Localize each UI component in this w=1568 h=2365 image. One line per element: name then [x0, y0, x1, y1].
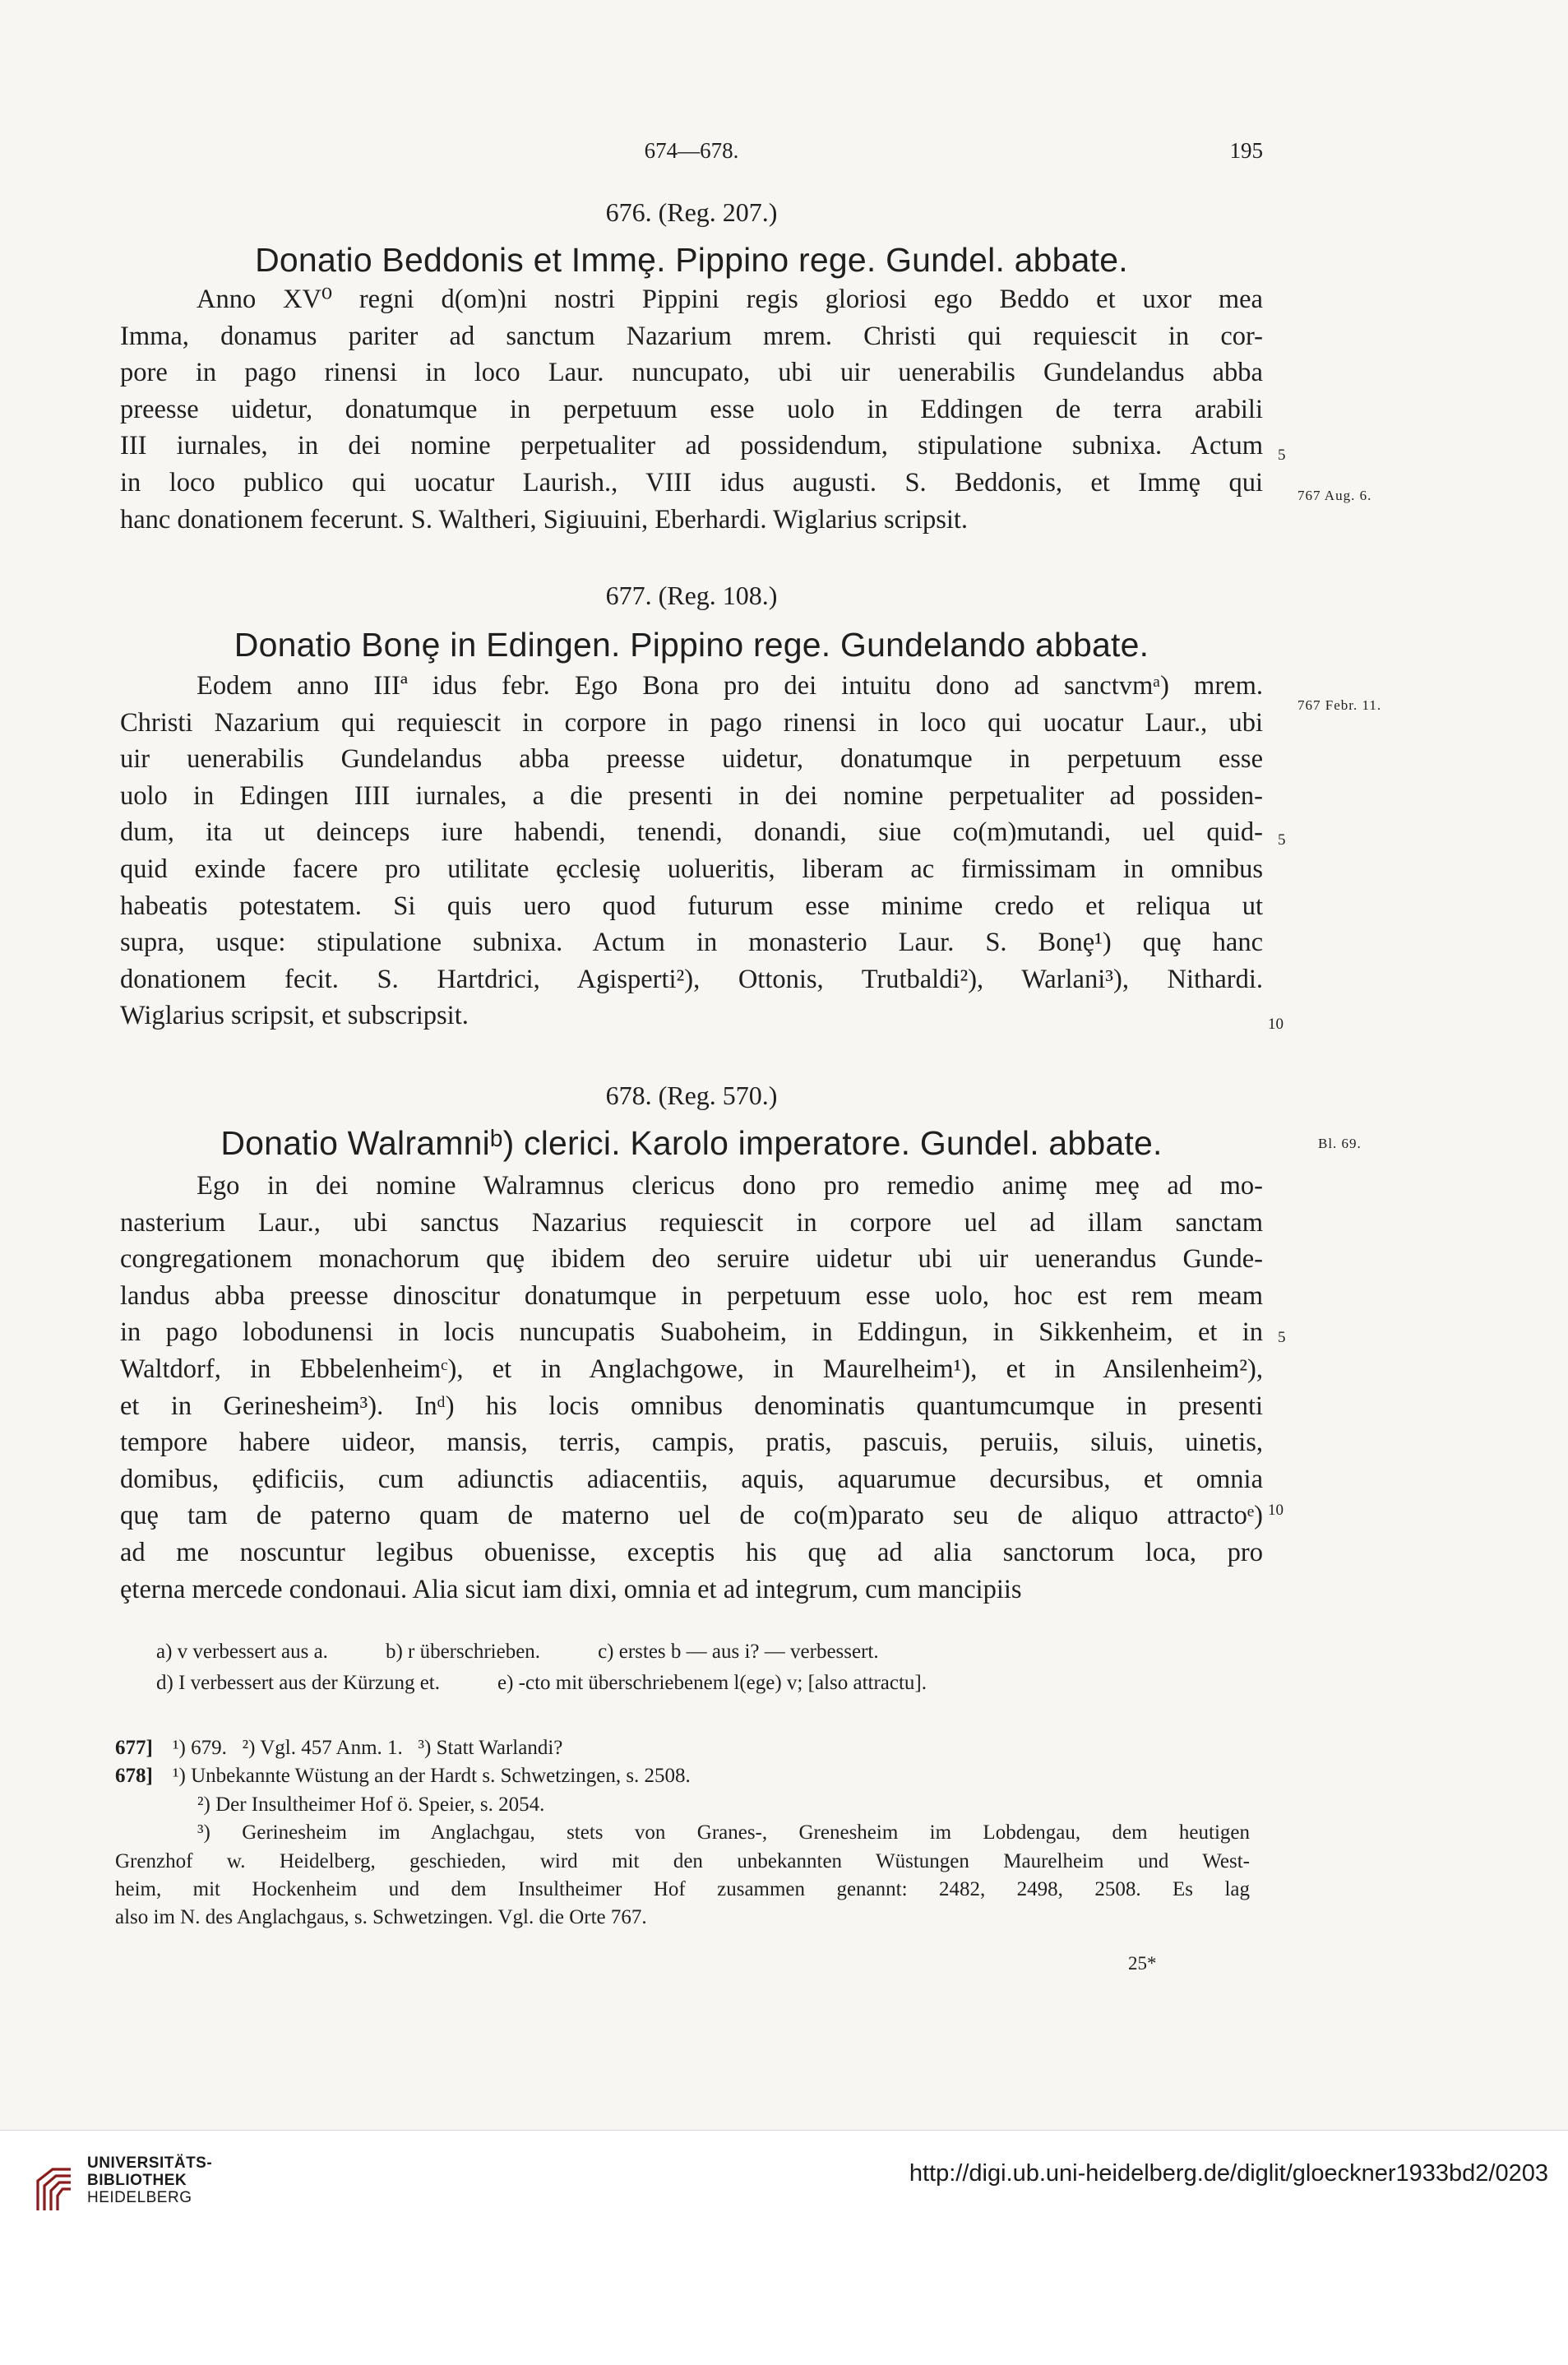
commentary [115, 1734, 1250, 1932]
text-line: tempore habere uideor, mansis, terris, campis, pratis, pascuis, peruiis, siluis, uinetis, [120, 1428, 1263, 1458]
text-line: domibus, ȩdificiis, cum adiunctis adiacentiis, aquis, aquarumue decursibus, et omnia [120, 1464, 1263, 1494]
text-line: landus abba preesse dinoscitur donatumque in perpetuum esse uolo, hoc est rem meam [120, 1280, 1263, 1311]
commentary-ref: 678] [115, 1765, 153, 1788]
text-line: Wiglarius scripsit, et subscripsit. [120, 1001, 469, 1031]
running-head [120, 138, 1263, 171]
entry-text [120, 1168, 1263, 1608]
text-line: hanc donationem fecerunt. S. Waltheri, Sigiuuini, Eberhardi. Wiglarius scripsit. [120, 504, 969, 535]
library-name-line: HEIDELBERG [87, 2189, 192, 2206]
margin-line-number: 10 [1268, 1016, 1284, 1033]
commentary-line: also im N. des Anglachgaus, s. Schwetzingen. Vgl. die Orte 767. [115, 1906, 647, 1929]
text-line: et in Gerinesheim³). Inᵈ) his locis omnibus denominatis quantumcumque in presenti [120, 1391, 1263, 1421]
critical-apparatus [156, 1636, 1266, 1699]
text-line: III iurnales, in dei nomine perpetualiter ad possidendum, stipulatione subnixa. Actum [120, 431, 1263, 461]
apparatus-row [156, 1636, 1266, 1668]
signature-mark: 25* [1128, 1953, 1157, 1974]
text-line: uir uenerabilis Gundelandus abba preesse uidetur, donatumque in perpetuum esse [120, 744, 1263, 775]
entry-677 [120, 579, 1263, 1034]
text-line: preesse uidetur, donatumque in perpetuum esse uolo in Eddingen de terra arabili [120, 394, 1263, 424]
text-line: Ego in dei nomine Walramnus clericus dono pro remedio animȩ meȩ ad mo- [197, 1171, 1263, 1201]
entry-text [120, 668, 1263, 1034]
commentary-text: ¹) Unbekannte Wüstung an der Hardt s. Schwetzingen, s. 2508. [173, 1765, 691, 1788]
apparatus-note: b) r überschrieben. [385, 1641, 541, 1663]
entry-number: 678. (Reg. 570.) [605, 1081, 778, 1110]
text-line: Anno XV⁰ regni d(om)ni nostri Pippini regis gloriosi ego Beddo et uxor mea [197, 285, 1263, 314]
commentary-ref: 677] [115, 1737, 153, 1759]
commentary-line: Grenzhof w. Heidelberg, geschieden, wird mit den unbekannten Wüstungen Maurelheim und West- [115, 1849, 1250, 1872]
text-line: ad me noscuntur legibus obuenisse, exceptis his quȩ ad alia sanctorum loca, pro [120, 1537, 1263, 1567]
text-line: donationem fecit. S. Hartdrici, Agisperti²), Ottonis, Trutbaldi²), Warlani³), Nithardi. [120, 964, 1263, 994]
source-url[interactable]: http://digi.ub.uni-heidelberg.de/diglit/gloeckner1933bd2/0203 [909, 2160, 1548, 2187]
text-line: habeatis potestatem. Si quis uero quod futurum esse minime credo et reliqua ut [120, 891, 1263, 921]
apparatus-note: c) erstes b — aus i? — verbessert. [598, 1641, 879, 1663]
margin-ref: Bl. 69. [1318, 1136, 1362, 1151]
commentary-text: ¹) 679. ²) Vgl. 457 Anm. 1. ³) Statt Warlandi? [173, 1737, 563, 1759]
text-line: quid exinde facere pro utilitate ȩcclesiȩ uolueritis, liberam ac firmissimam in omnibus [120, 854, 1263, 884]
commentary-line [115, 1762, 1250, 1790]
text-line: dum, ita ut deinceps iure habendi, tenendi, donandi, siue co(m)mutandi, uel quid- [120, 817, 1263, 848]
entry-number: 676. (Reg. 207.) [605, 197, 778, 227]
entry-number: 677. (Reg. 108.) [605, 581, 778, 610]
text-line: Eodem anno IIIª idus febr. Ego Bona pro dei intuitu dono ad sanctvmᵃ) mrem. [197, 671, 1263, 701]
margin-date: 767 Febr. 11. [1297, 697, 1382, 713]
text-line: quȩ tam de paterno quam de materno uel de co(m)parato seu de aliquo attractoᵉ) [120, 1501, 1263, 1531]
entry-title: Donatio Bonȩ in Edingen. Pippino rege. Gundelando abbate. [234, 626, 1149, 664]
text-line: in pago lobodunensi in locis nuncupatis Suaboheim, in Eddingun, in Sikkenheim, et in [120, 1317, 1263, 1348]
running-head-range: 674—678. [644, 138, 739, 163]
library-logo-icon [33, 2164, 76, 2218]
text-line: Waltdorf, in Ebbelenheimᶜ), et in Anglachgowe, in Maurelheim¹), et in Ansilenheim²), [120, 1354, 1263, 1384]
text-line: nasterium Laur., ubi sanctus Nazarius requiescit in corpore uel ad illam sanctam [120, 1207, 1263, 1238]
apparatus-row [156, 1668, 1266, 1699]
entry-text [120, 281, 1263, 538]
apparatus-note: e) -cto mit überschriebenem l(ege) v; [also attractu]. [497, 1672, 927, 1694]
text-line: in loco publico qui uocatur Laurish., VIII idus augusti. S. Beddonis, et Immȩ qui [120, 467, 1263, 498]
apparatus-note: a) v verbessert aus a. [156, 1641, 328, 1663]
margin-line-number: 5 [1278, 1329, 1286, 1346]
text-line: ȩterna mercede condonaui. Alia sicut iam dixi, omnia et ad integrum, cum mancipiis [120, 1574, 1022, 1604]
margin-date: 767 Aug. 6. [1297, 488, 1372, 503]
apparatus-note: d) I verbessert aus der Kürzung et. [156, 1672, 441, 1694]
commentary-line [115, 1734, 1250, 1762]
text-line: supra, usque: stipulatione subnixa. Actum in monasterio Laur. S. Bonȩ¹) quȩ hanc [120, 928, 1263, 958]
margin-line-number: 5 [1278, 447, 1286, 464]
library-name-line: UNIVERSITÄTS- [87, 2154, 213, 2172]
entry-678 [120, 1079, 1263, 1608]
page-number: 195 [1229, 138, 1263, 163]
text-line: pore in pago rinensi in loco Laur. nuncupato, ubi uir uenerabilis Gundelandus abba [120, 358, 1263, 388]
margin-line-number: 10 [1268, 1502, 1284, 1519]
commentary-line: ²) Der Insultheimer Hof ö. Speier, s. 2054. [197, 1793, 545, 1816]
commentary-line: heim, mit Hockenheim und dem Insultheimer Hof zusammen genannt: 2482, 2498, 2508. Es lag [115, 1878, 1250, 1901]
text-line: uolo in Edingen IIII iurnales, a die presenti in dei nomine perpetualiter ad possiden- [120, 780, 1263, 811]
text-line: Christi Nazarium qui requiescit in corpore in pago rinensi in loco qui uocatur Laur., ubi [120, 707, 1263, 738]
entry-title: Donatio Walramniᵇ) clerici. Karolo imperatore. Gundel. abbate. [220, 1124, 1163, 1162]
text-line: congregationem monachorum quȩ ibidem deo seruire uidetur ubi uir uenerandus Gunde- [120, 1244, 1263, 1275]
text-line: Imma, donamus pariter ad sanctum Nazarium mrem. Christi qui requiescit in cor- [120, 321, 1263, 351]
entry-676 [120, 196, 1263, 538]
library-name-line: BIBLIOTHEK [87, 2172, 187, 2189]
entry-title: Donatio Beddonis et Immȩ. Pippino rege. Gundel. abbate. [255, 241, 1128, 279]
library-name [87, 2154, 212, 2206]
margin-line-number: 5 [1278, 831, 1286, 849]
commentary-line: ³) Gerinesheim im Anglachgau, stets von Granes-, Grenesheim im Lobdengau, dem heutigen [197, 1821, 1250, 1844]
